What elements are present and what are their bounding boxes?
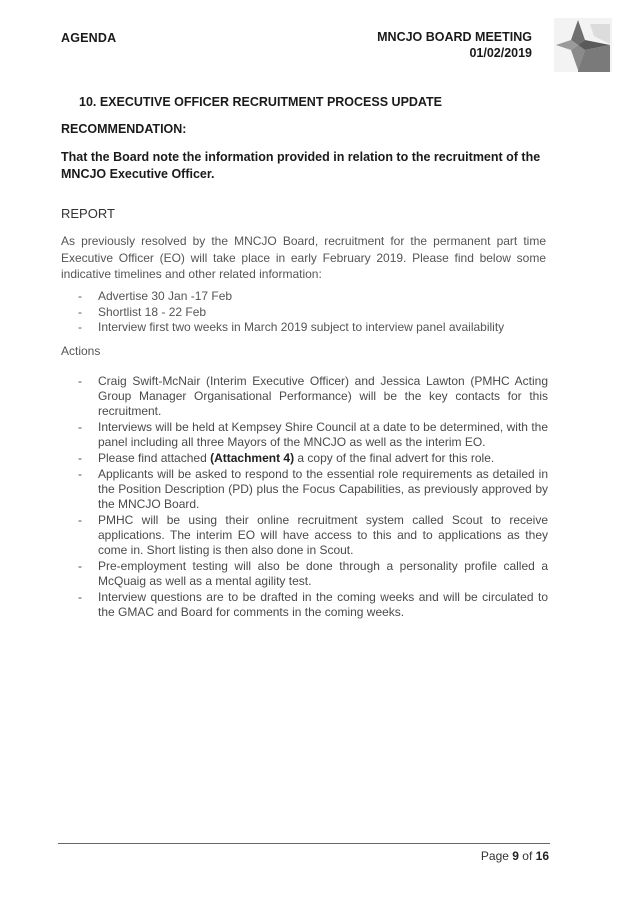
action-text-post: a copy of the final advert for this role. (294, 451, 495, 466)
mncjo-logo-icon (554, 18, 612, 72)
page-current: 9 (512, 849, 519, 863)
action-item: - Pre-employment testing will also be done through a personality profile called a McQuaig as well as a mental agility test. (78, 559, 548, 589)
timeline-item: - Interview first two weeks in March 2019 subject to interview panel availability (78, 320, 548, 336)
report-heading: REPORT (61, 206, 115, 221)
action-item: - Interview questions are to be drafted in the coming weeks and will be circulated to the GMAC and Board for comments in the coming weeks. (78, 590, 548, 620)
footer-divider (58, 843, 550, 844)
attachment-reference: (Attachment 4) (210, 451, 295, 466)
recommendation-heading: RECOMMENDATION: (61, 122, 187, 136)
report-paragraph: As previously resolved by the MNCJO Board, recruitment for the permanent part time Executive Officer (EO) will take place in early February 2019. Please find below some indicative timelines and other related information: (61, 234, 546, 281)
action-item: - PMHC will be using their online recruitment system called Scout to receive applications. The interim EO will have access to this and to applications as they come in. Short listing is then also done in Scout. (78, 513, 548, 559)
action-item: - Interviews will be held at Kempsey Shire Council at a date to be determined, with the panel including all three Mayors of the MNCJO as well as the interim EO. (78, 420, 548, 450)
action-text-pre: Please find attached (98, 451, 211, 466)
page-total: 16 (535, 849, 549, 863)
recommendation-text: That the Board note the information provided in relation to the recruitment of the MNCJO Executive Officer. (61, 150, 541, 181)
agenda-item-title: 10. EXECUTIVE OFFICER RECRUITMENT PROCESS UPDATE (79, 95, 443, 109)
timeline-item: - Advertise 30 Jan -17 Feb (78, 289, 548, 305)
page-number (481, 849, 549, 863)
page-prefix: Page (480, 849, 513, 863)
actions-heading: Actions (61, 344, 101, 358)
header-agenda-label: AGENDA (61, 31, 117, 45)
timeline-item: - Shortlist 18 - 22 Feb (78, 305, 548, 321)
page-of: of (518, 849, 536, 863)
header-meeting-title: MNCJO BOARD MEETING (377, 30, 532, 44)
header-meeting-info (377, 29, 532, 61)
action-item (78, 451, 548, 466)
action-item: - Craig Swift-McNair (Interim Executive Officer) and Jessica Lawton (PMHC Acting Group Manager Organisational Performance) will be the key contacts for this recruitment. (78, 374, 548, 420)
header-meeting-date: 01/02/2019 (469, 46, 532, 60)
actions-list (78, 374, 548, 621)
action-item: - Applicants will be asked to respond to the essential role requirements as detailed in the Position Description (PD) plus the Focus Capabilities, as previously approved by the MNCJO Board. (78, 467, 548, 513)
timeline-list (78, 289, 548, 336)
